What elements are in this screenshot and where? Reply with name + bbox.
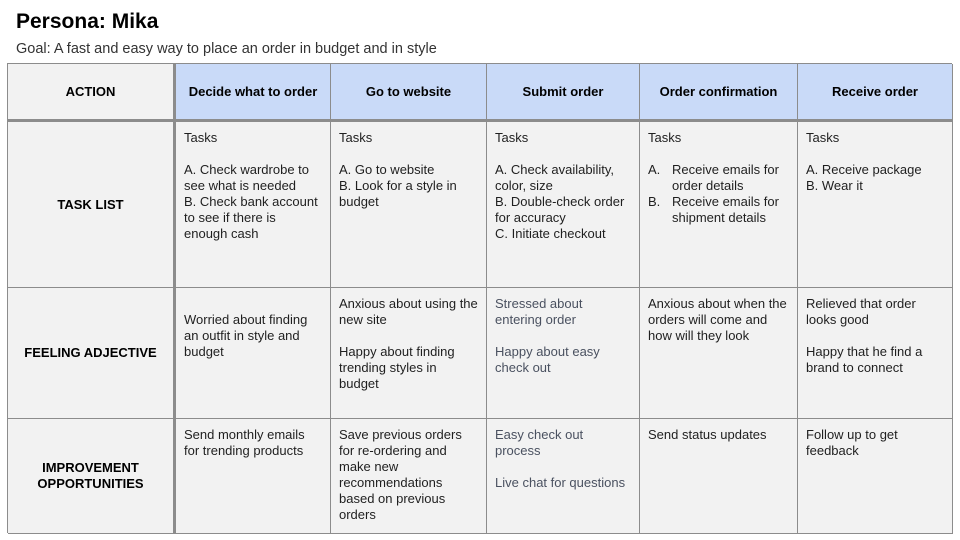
task-item: A. Check availability, color, size [495,162,614,193]
feeling-cell-decide [176,288,331,419]
row-label-task-list: TASK LIST [8,122,176,288]
tasks-title: Tasks [184,130,218,145]
task-item: B. Check bank account to see if there is enough cash [184,194,318,241]
feeling-text: Happy that he find a brand to connect [806,344,923,375]
task-item: A. Receive package [806,162,922,177]
task-item: B. Look for a style in budget [339,178,457,209]
task-item [648,162,789,194]
improvement-cell-website [331,419,487,534]
task-cell-confirmation [640,122,798,288]
feeling-text: Happy about finding trending styles in budget [339,344,455,391]
feeling-cell-confirmation [640,288,798,419]
task-item-text: Receive emails for order details [672,162,779,193]
task-cell-website [331,122,487,288]
column-header-receive: Receive order [798,64,953,122]
feeling-text: Happy about easy check out [495,344,600,375]
tasks-title: Tasks [339,130,373,145]
task-cell-receive [798,122,953,288]
tasks-title: Tasks [495,130,529,145]
improvement-text: Easy check out process [495,427,584,458]
feeling-cell-submit [487,288,640,419]
improvement-text: Live chat for questions [495,475,626,490]
journey-map-table [7,63,952,533]
column-header-submit: Submit order [487,64,640,122]
feeling-text: Relieved that order looks good [806,296,916,327]
improvement-text: Send monthly emails for trending products [184,427,305,458]
feeling-text: Worried about finding an outfit in style and budget [184,312,308,359]
improvement-cell-receive [798,419,953,534]
task-item-label: B. [648,194,661,209]
tasks-title: Tasks [648,130,682,145]
persona-title: Persona: Mika [16,10,159,33]
header-action: ACTION [8,64,176,122]
feeling-cell-website [331,288,487,419]
task-item [648,194,789,226]
feeling-cell-receive [798,288,953,419]
task-item: A. Go to website [339,162,435,177]
feeling-text: Anxious about when the orders will come and how will they look [648,296,787,343]
task-item: A. Check wardrobe to see what is needed [184,162,310,193]
row-label-feeling: FEELING ADJECTIVE [8,288,176,419]
persona-goal: Goal: A fast and easy way to place an order in budget and in style [16,41,437,57]
task-item-label: A. [648,162,661,177]
column-header-website: Go to website [331,64,487,122]
feeling-text: Stressed about entering order [495,296,583,327]
feeling-text: Anxious about using the new site [339,296,478,327]
tasks-title: Tasks [806,130,840,145]
column-header-confirmation: Order confirmation [640,64,798,122]
improvement-cell-decide [176,419,331,534]
task-item: C. Initiate checkout [495,226,606,241]
improvement-text: Send status updates [648,427,767,442]
task-item-text: Receive emails for shipment details [672,194,779,225]
improvement-cell-submit [487,419,640,534]
task-cell-decide [176,122,331,288]
task-item: B. Double-check order for accuracy [495,194,625,225]
improvement-text: Follow up to get feedback [806,427,898,458]
improvement-cell-confirmation [640,419,798,534]
row-label-improvement: IMPROVEMENT OPPORTUNITIES [8,419,176,534]
task-cell-submit [487,122,640,288]
improvement-text: Save previous orders for re-ordering and make new recommendations based on previous orders [339,427,462,522]
task-item: B. Wear it [806,178,863,193]
column-header-decide: Decide what to order [176,64,331,122]
